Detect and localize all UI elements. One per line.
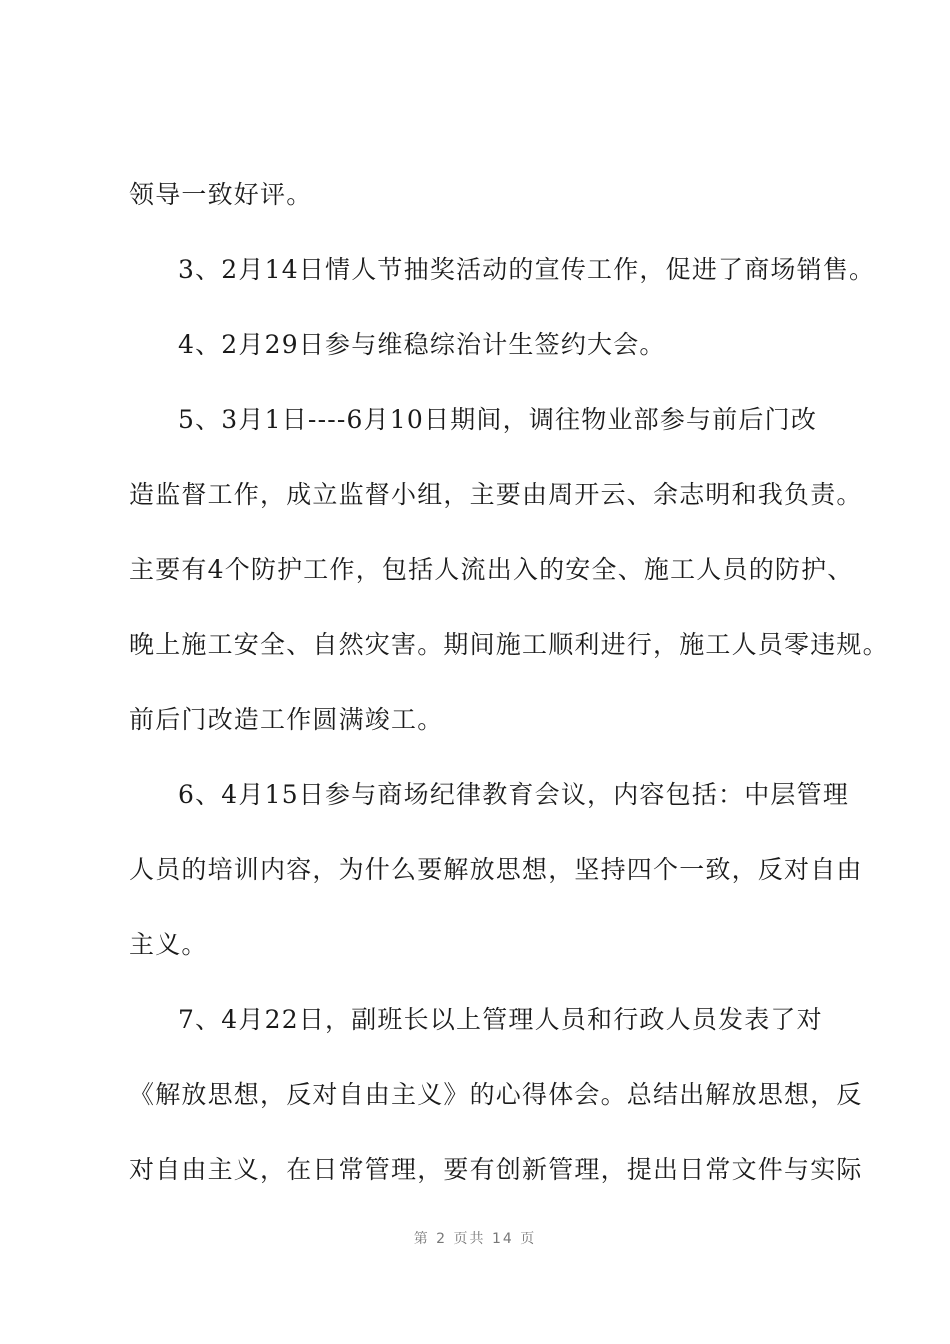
page-number: 第 2 页共 14 页	[413, 1231, 537, 1247]
text-line: 前后门改造工作圆满竣工。	[129, 705, 444, 734]
text-line: 7、4月22日，副班长以上管理人员和行政人员发表了对	[178, 1005, 823, 1034]
text-line: 主义。	[129, 930, 208, 959]
text-line: 主要有4个防护工作，包括人流出入的安全、施工人员的防护、	[129, 555, 854, 584]
text-line: 造监督工作，成立监督小组，主要由周开云、余志明和我负责。	[129, 480, 863, 509]
text-line: 人员的培训内容，为什么要解放思想，坚持四个一致，反对自由	[129, 855, 863, 884]
text-line: 对自由主义，在日常管理，要有创新管理，提出日常文件与实际	[129, 1155, 863, 1184]
text-line: 晚上施工安全、自然灾害。期间施工顺利进行，施工人员零违规。	[129, 630, 889, 659]
text-line: 4、2月29日参与维稳综治计生签约大会。	[178, 330, 666, 359]
text-line: 3、2月14日情人节抽奖活动的宣传工作，促进了商场销售。	[178, 255, 876, 284]
text-line: 《解放思想，反对自由主义》的心得体会。总结出解放思想，反	[129, 1080, 863, 1109]
text-line: 领导一致好评。	[129, 180, 313, 209]
text-line: 6、4月15日参与商场纪律教育会议，内容包括：中层管理	[178, 780, 850, 809]
text-line: 5、3月1日----6月10日期间，调往物业部参与前后门改	[178, 405, 818, 434]
